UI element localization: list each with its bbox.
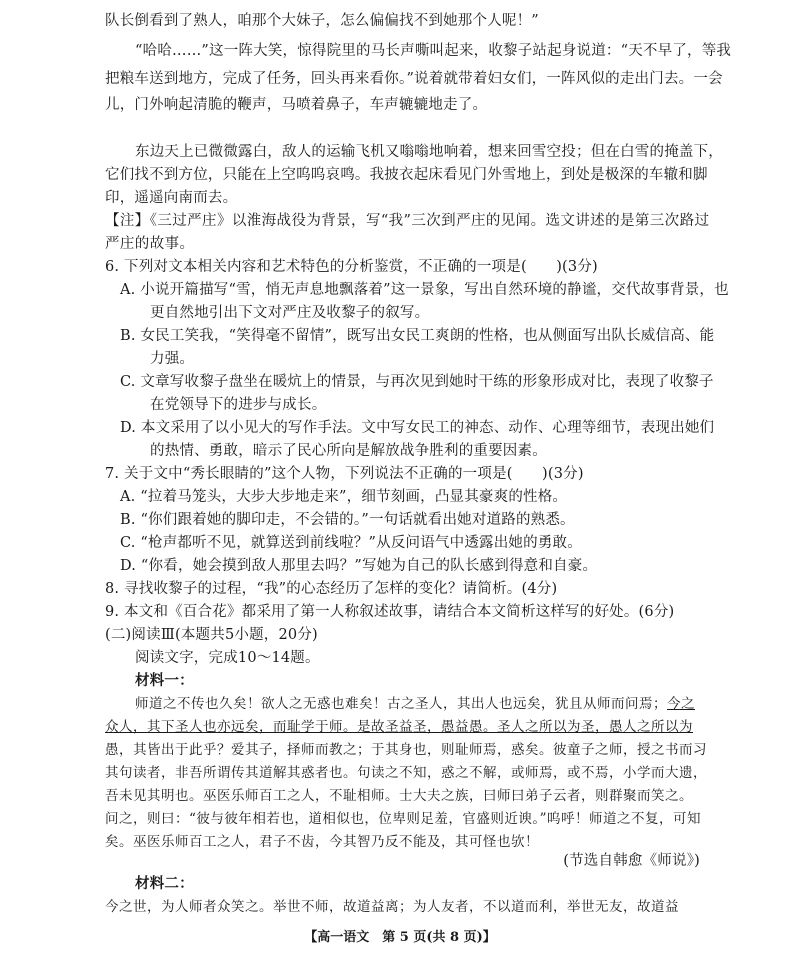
text-line: 东边天上已微微露白，敌人的运输飞机又嗡嗡地响着，想来回雪空投；但在白雪的掩盖下，	[135, 144, 723, 160]
material-one-text: 其句读者，非吾所谓传其道解其惑者也。句读之不知，惑之不解，或师焉，或不焉，小学而大遗，	[105, 765, 707, 781]
option-7a: A. “拉着马笼头，大步大步地走来”，细节刻画，凸显其豪爽的性格。	[120, 489, 568, 505]
option-6a: A. 小说开篇描写“雪，悄无声息地飘落着”这一景象，写出自然环境的静谧，交代故事背景，也	[120, 282, 729, 298]
underlined-text: 今之	[667, 696, 695, 712]
question-7: 7. 关于文中“秀长眼睛的”这个人物，下列说法不正确的一项是( )(3分)	[105, 466, 584, 482]
section-heading: (二)阅读Ⅲ(本题共5小题，20分)	[105, 627, 318, 643]
text-line: 它们找不到方位，只能在上空呜呜哀鸣。我披衣起床看见门外雪地上，到处是极深的车辙和脚	[105, 167, 708, 183]
material-one-heading: 材料一：	[135, 672, 194, 689]
question-8: 8. 寻找收黎子的过程，“我”的心态经历了怎样的变化？请简析。(4分)	[105, 581, 558, 597]
text-line: 把粮车送到地方，完成了任务，回头再来看你。”说着就带着妇女们，一阵风似的走出门去。一会	[105, 71, 723, 87]
annotation-note: 【注】《三过严庄》以淮海战役为背景，写“我”三次到严庄的见闻。选文讲述的是第三次路过	[105, 213, 710, 229]
source-citation: (节选自韩愈《师说》)	[563, 853, 700, 869]
text-line: 印，遥遥向南而去。	[105, 190, 238, 206]
material-two-heading: 材料二：	[135, 875, 194, 892]
option-7c: C. “枪声都听不见，就算送到前线啦？”从反问语气中透露出她的勇敢。	[120, 535, 582, 551]
page-footer: 【高一语文 第 5 页(共 8 页)】	[304, 930, 496, 945]
option-7b: B. “你们跟着她的脚印走，不会错的。”一句话就看出她对道路的熟悉。	[120, 512, 575, 528]
option-6a: 更自然地引出下文对严庄及收黎子的叙写。	[150, 305, 430, 321]
text-line: 队长倒看到了熟人，咱那个大妹子，怎么偏偏找不到她那个人呢！”	[105, 13, 539, 29]
section-instruction: 阅读文字，完成10～14题。	[135, 650, 320, 666]
annotation-note: 严庄的故事。	[105, 236, 195, 252]
option-6b: B. 女民工笑我，“笑得毫不留情”，既写出女民工爽朗的性格，也从侧面写出队长威信高、能	[120, 328, 715, 344]
question-9: 9. 本文和《百合花》都采用了第一人称叙述故事，请结合本文简析这样写的好处。(6分)	[105, 604, 675, 620]
option-6c: 在党领导下的进步与成长。	[150, 397, 327, 413]
material-one-text: 愚，其皆出于此乎？爱其子，择师而教之；于其身也，则耻师焉，惑矣。彼童子之师，授之书而习	[105, 742, 707, 758]
text-segment: 师道之不传也久矣！欲人之无惑也难矣！古之圣人，其出人也远矣，犹且从师而问焉；	[135, 696, 667, 712]
material-one-text: 吾未见其明也。巫医乐师百工之人，不耻相师。士大夫之族，曰师曰弟子云者，则群聚而笑之。	[105, 788, 693, 804]
text-line: “哈哈……”这一阵大笑，惊得院里的马长声嘶叫起来，收黎子站起身说道：“天不早了，等我	[135, 43, 732, 59]
option-6d: D. 本文采用了以小见大的写作手法。文中写女民工的神态、动作、心理等细节，表现出她们	[120, 420, 715, 436]
text-line: 儿，门外响起清脆的鞭声，马喷着鼻子，车声辘辘地走了。	[105, 97, 488, 113]
material-one-text	[105, 718, 705, 736]
option-6c: C. 文章写收黎子盘坐在暖炕上的情景，与再次见到她时干练的形象形成对比，表现了收黎子	[120, 374, 714, 390]
option-7d: D. “你看，她会摸到敌人那里去吗？”写她为自己的队长感到得意和自豪。	[120, 558, 598, 574]
underlined-text: 众人，其下圣人也亦远矣，而耻学于师。是故圣益圣，愚益愚。圣人之所以为圣，愚人之所以为	[105, 719, 693, 735]
material-one-text	[135, 695, 735, 713]
material-two-text: 今之世，为人师者众笑之。举世不师，故道益离；为人友者，不以道而利，举世无友，故道益	[105, 899, 679, 915]
material-one-text: 矣。巫医乐师百工之人，君子不齿，今其智乃反不能及，其可怪也欤！	[105, 834, 539, 850]
material-one-text: 问之，则曰：“彼与彼年相若也，道相似也，位卑则足羞，官盛则近谀。”呜呼！师道之不复，可知	[105, 811, 702, 827]
option-6b: 力强。	[150, 351, 195, 367]
question-6: 6. 下列对文本相关内容和艺术特色的分析鉴赏，不正确的一项是( )(3分)	[105, 259, 598, 275]
option-6d: 的热情、勇敢，暗示了民心所向是解放战争胜利的重要因素。	[150, 443, 547, 459]
